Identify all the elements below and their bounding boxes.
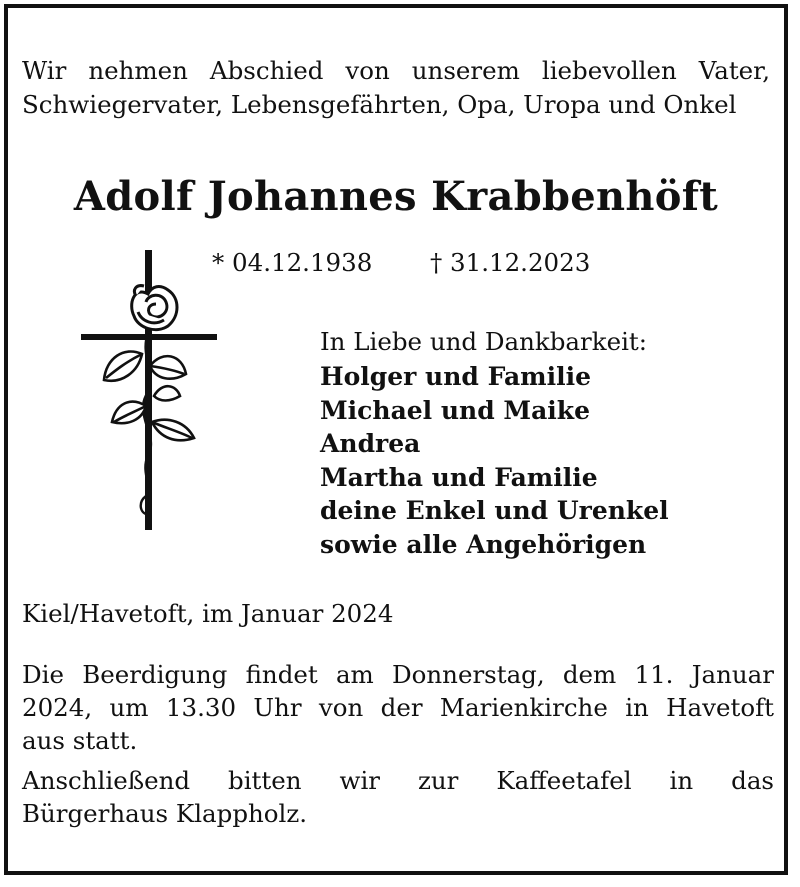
burial-line-3: aus statt.: [22, 726, 138, 755]
mourner-name: Holger und Familie: [320, 362, 592, 391]
mourner-name: Michael und Maike: [320, 395, 591, 425]
reception-notice: [22, 764, 774, 830]
death-date: † 31.12.2023: [430, 248, 591, 277]
reception-line-2: Bürgerhaus Klappholz.: [22, 799, 308, 828]
intro-line-2: Schwiegervater, Lebensgefährten, Opa, Uropa und Onkel: [22, 90, 737, 119]
burial-notice: [22, 658, 774, 757]
burial-line-2: 2024, um 13.30 Uhr von der Marienkirche in Havetoft: [22, 693, 774, 722]
intro-line-1: Wir nehmen Abschied von unserem liebevollen Vater,: [22, 56, 770, 85]
burial-line-1: Die Beerdigung findet am Donnerstag, dem 11. Januar: [22, 660, 774, 689]
deceased-name: Adolf Johannes Krabbenhöft: [73, 173, 719, 220]
birth-date: * 04.12.1938: [212, 248, 373, 277]
intro-text: [22, 54, 770, 122]
mourner-name: sowie alle Angehörigen: [320, 529, 647, 559]
reception-line-1: Anschließend bitten wir zur Kaffeetafel in das: [22, 766, 774, 795]
cross-with-rose-icon: [76, 246, 226, 536]
place-and-date: Kiel/Havetoft, im Januar 2024: [22, 599, 394, 628]
mourners-block: [320, 324, 760, 561]
mourner-name: Andrea: [320, 429, 421, 458]
mourner-name: Martha und Familie: [320, 462, 598, 492]
mourner-name: deine Enkel und Urenkel: [320, 496, 669, 525]
mourners-lead: In Liebe und Dankbarkeit:: [320, 327, 648, 356]
